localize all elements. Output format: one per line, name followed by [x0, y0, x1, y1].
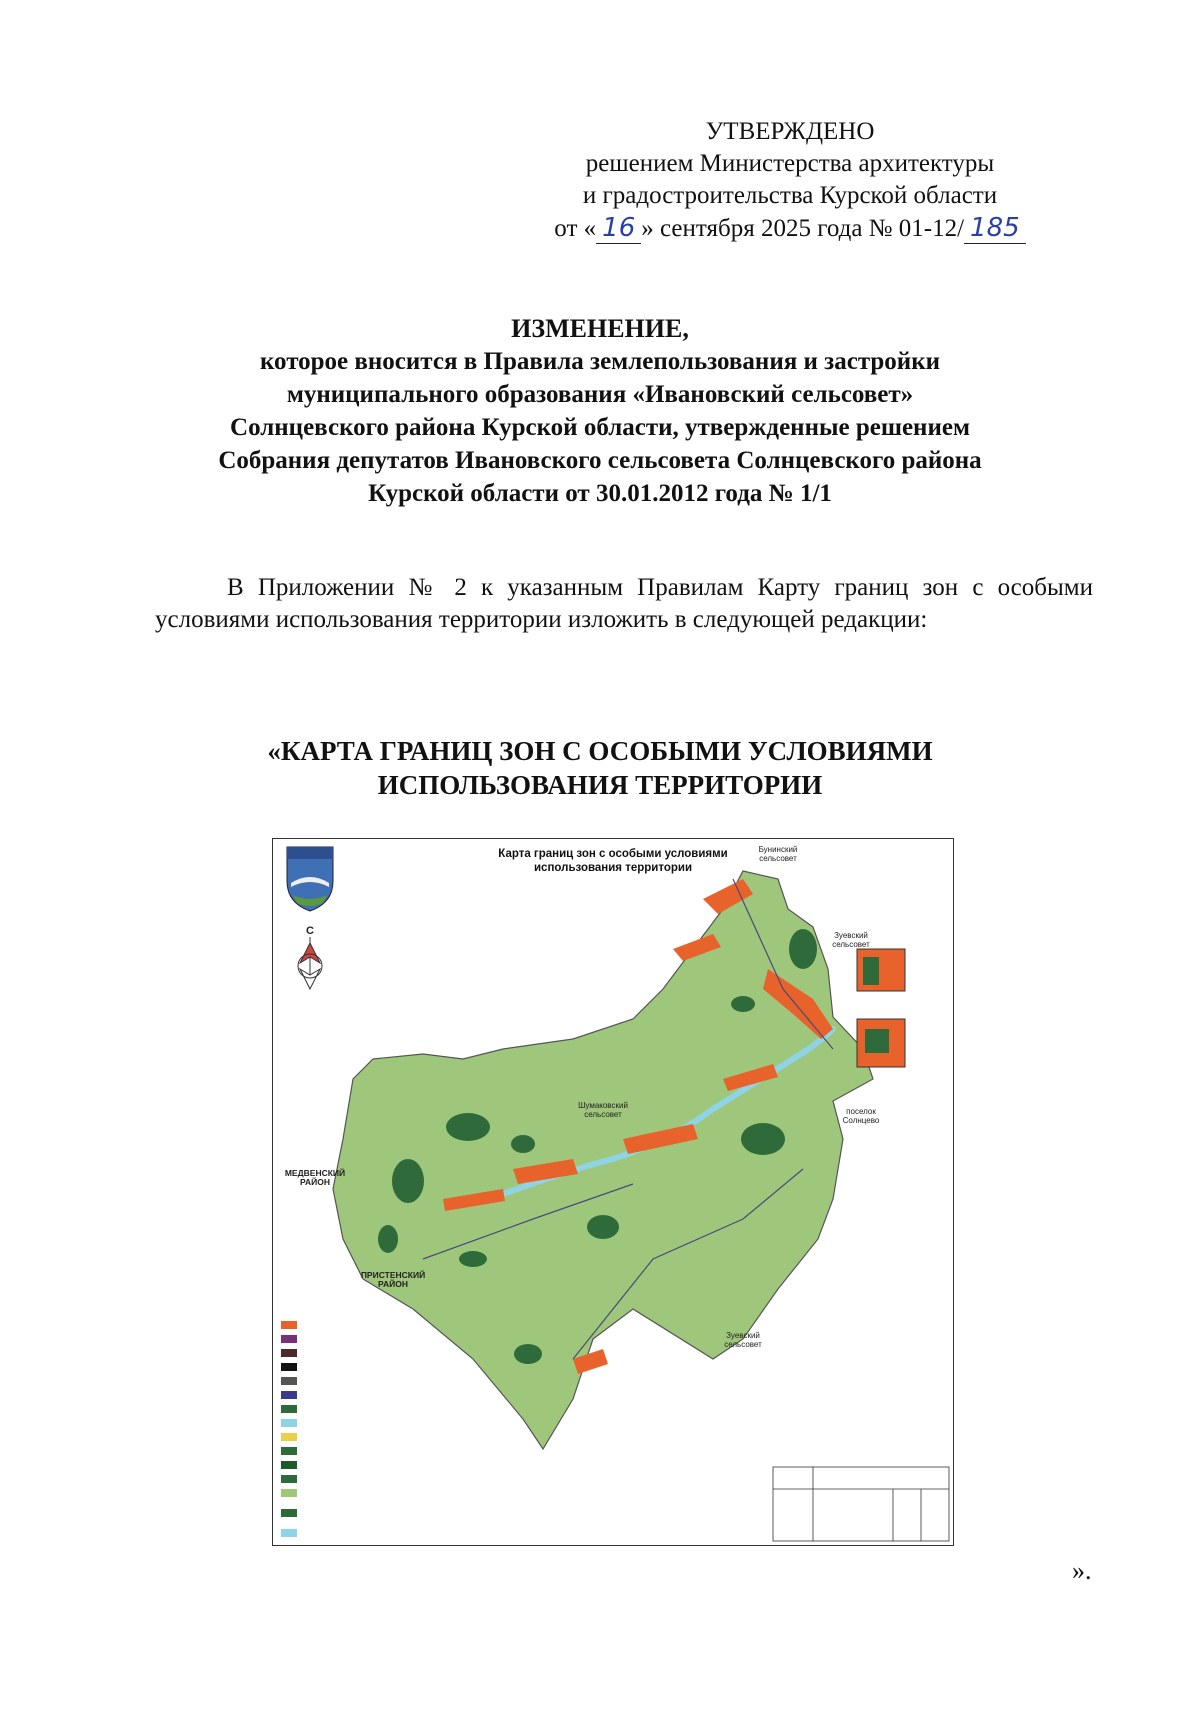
- heading-line4: Солнцевского района Курской области, утвержденные решением: [230, 414, 970, 441]
- legend-zoning: [281, 1321, 297, 1537]
- label-pristensky: ПРИСТЕНСКИЙ РАЙОН: [360, 1270, 426, 1289]
- label-bunino: Бунинский сельсовет: [758, 845, 798, 863]
- north-letter: С: [306, 925, 314, 937]
- heading-line5: Собрания депутатов Ивановского сельсовета Солнцевского района: [218, 447, 982, 474]
- map-title-block: [773, 1467, 949, 1541]
- coat-of-arms-icon: [287, 847, 333, 911]
- label-medvensky: МЕДВЕНСКИЙ РАЙОН: [284, 1168, 346, 1187]
- heading-line3: муниципального образования «Ивановский сельсовет»: [286, 381, 914, 408]
- map-section-title: [200, 734, 1000, 802]
- document-heading: [120, 312, 1080, 510]
- closing-quote: ».: [1072, 1556, 1092, 1585]
- heading-line6: Курской области от 30.01.2012 года № 1/1: [368, 480, 832, 507]
- approval-stamp: [520, 116, 1060, 245]
- heading-title: ИЗМЕНЕНИЕ,: [511, 314, 689, 343]
- body-paragraph: В Приложении № 2 к указанным Правилам Карту границ зон с особыми условиями использования территории изложить в следующей редакции:: [155, 574, 1093, 633]
- approval-title: УТВЕРЖДЕНО: [705, 118, 875, 145]
- date-middle: » сентября 2025 года № 01-12/: [641, 215, 965, 242]
- inset-maps: [857, 949, 905, 1067]
- approval-date-line: [520, 212, 1060, 245]
- map-title-line1: «КАРТА ГРАНИЦ ЗОН С ОСОБЫМИ УСЛОВИЯМИ: [267, 736, 933, 766]
- map-title-line2: ИСПОЛЬЗОВАНИЯ ТЕРРИТОРИИ: [377, 770, 823, 800]
- map-inner-title-line1: Карта границ зон с особыми условиями: [498, 848, 728, 860]
- label-shumakovsky: Шумаковский сельсовет: [578, 1101, 628, 1119]
- handwritten-day: 16: [596, 213, 641, 244]
- handwritten-number: 185: [964, 213, 1026, 244]
- label-zuevsky-bottom: Зуевский сельсовет: [724, 1331, 762, 1349]
- north-arrow-icon: [298, 937, 322, 989]
- date-prefix: от «: [554, 215, 597, 242]
- label-zuevsky-top: Зуевский сельсовет: [832, 931, 870, 949]
- map-inner-title-line2: использования территории: [533, 862, 693, 874]
- label-solntsevo: поселок Солнцево: [842, 1107, 880, 1125]
- approval-authority-line2: и градостроительства Курской области: [582, 182, 998, 209]
- approval-authority-line1: решением Министерства архитектуры: [585, 150, 995, 177]
- zone-map: [272, 838, 954, 1546]
- heading-line2: которое вносится в Правила землепользования и застройки: [259, 348, 941, 375]
